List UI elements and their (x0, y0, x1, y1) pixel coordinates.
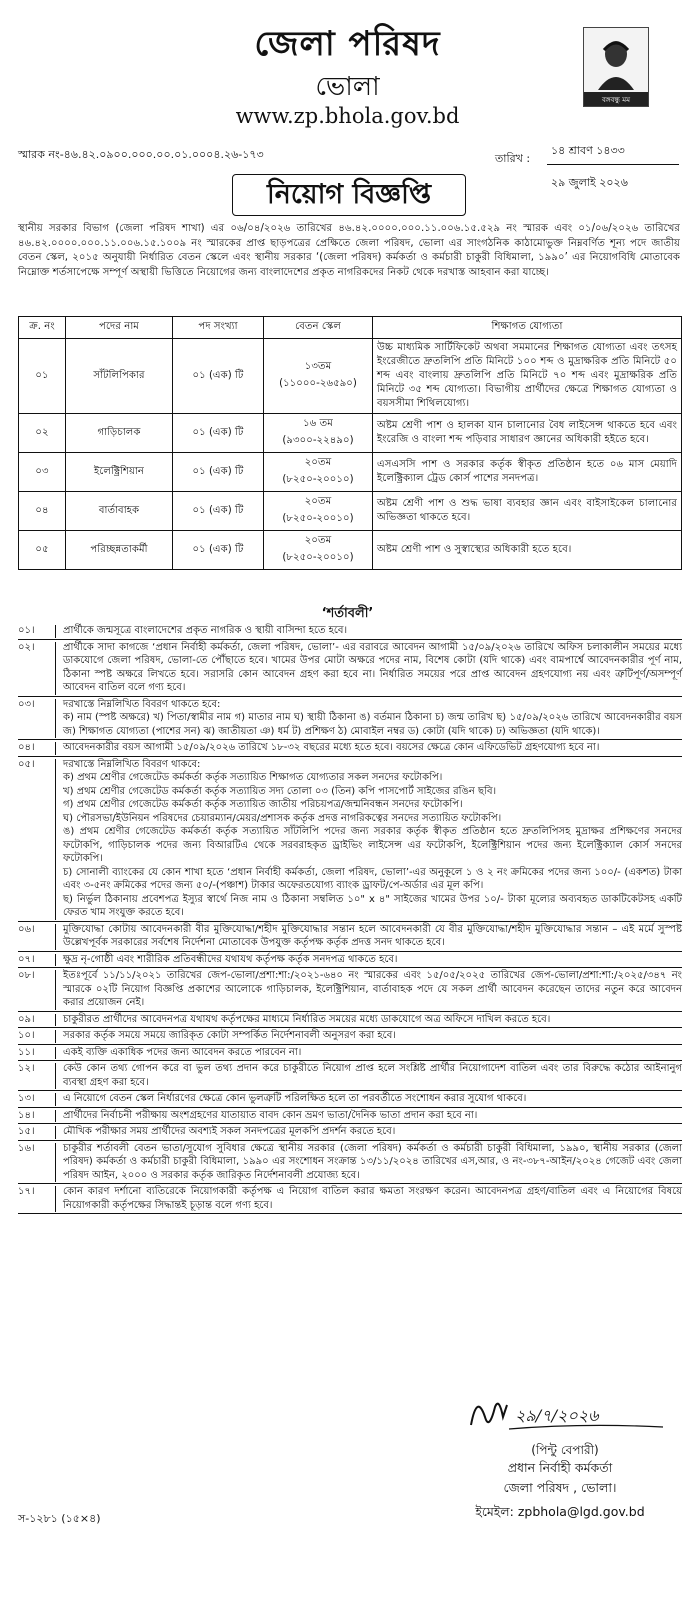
condition-item (18, 1045, 682, 1062)
grade-label: ২০তম (304, 496, 332, 507)
title-box (232, 174, 466, 216)
condition-number: ১২। (18, 1063, 35, 1074)
condition-divider (55, 742, 56, 755)
date-divider (547, 164, 679, 171)
district-name: ভোলা (315, 72, 380, 102)
condition-number: ০১। (18, 625, 35, 636)
signature-image (463, 1387, 673, 1437)
condition-divider (55, 954, 56, 967)
col-scale: বেতন স্কেল (264, 317, 373, 339)
condition-text: ঘ) পৌরসভা/ইউনিয়ন পরিষদের চেয়ারম্যান/মেয়র/প্রশাসক কর্তৃক প্রদত্ত নাগরিকত্বের সনদের সত্যায়িত ফটোকপি। (63, 812, 502, 824)
condition-divider (55, 1186, 56, 1212)
condition-item (18, 740, 682, 757)
condition-number: ১৫। (18, 1126, 35, 1137)
count-cell: ০১ (এক) টি (173, 531, 264, 570)
condition-divider (55, 924, 56, 950)
scale-cell (264, 453, 373, 492)
scale-range: (১১০০০-২৬৫৯০) (279, 378, 357, 389)
condition-text: এ নিয়োগে বেতন স্কেল নির্ধারণের ক্ষেত্রে কোন ভুলত্রুটি পরিলক্ষিত হলে তা পরবর্তীতে সংশোধন করার সুযোগ থাকবে। (63, 1093, 527, 1104)
condition-text: খ) প্রথম শ্রেণীর গেজেটেড কর্মকর্তা কর্তৃক সত্যায়িত সদ্য তোলা ০৩ (তিন) কপি পাসপোর্ট সাইজের রঙিন ছবি। (63, 785, 497, 797)
condition-divider (55, 699, 56, 739)
date-bangla: ১৪ শ্রাবণ ১৪৩৩ (551, 144, 625, 157)
table-header-row (19, 317, 682, 339)
qualification-cell: অষ্টম শ্রেণী পাশ ও সুস্বাস্থ্যের অধিকারী হতে হবে। (373, 531, 682, 570)
condition-number: ০৮। (18, 970, 35, 981)
condition-number: ০৩। (18, 698, 35, 710)
scale-range: (৯৩০০-২২৪৯০) (282, 435, 354, 446)
intro-paragraph: স্থানীয় সরকার বিভাগ (জেলা পরিষদ শাখা) এর ০৬/০৪/২০২৬ তারিখের ৪৬.৪২.০০০০.০০০.১১.০০৬.১৫.৫২৯ নং স্মারক এবং ০১/০৬/২০২৬ তারিখের ৪৬.৪২.০০০০.০০০.১১.০০৬.১৫.১০০৯ নং স্মারকের প্রাপ্ত ছাড়পত্রের প্রেক্ষিতে জেলা পরিষদ, ভোলা এর সাংগঠনিক কাঠামোভুক্ত নিম্নবর্ণিত শূন্য পদে জাতীয় বেতন স্কেল, ২০১৫ অনুযায়ী নির্ধারিত বেতন স্কেলে এবং স্থানীয় সরকার ‘(জেলা পরিষদ) কর্মকর্তা ও কর্মচারী চাকুরী বিধিমালা, ১৯৯০’ এর নিয়োগবিধি মোতাবেক নিম্নোক্ত শর্তসাপেক্ষে সম্পূর্ণ অস্থায়ী ভিত্তিতে নিয়োগের জন্য বাংলাদেশের প্রকৃত নাগরিকদের নিকট থেকে দরখাস্ত আহবান করা যাচ্ছে। (18, 223, 680, 278)
condition-number: ০৯। (18, 1013, 35, 1025)
condition-text: কেউ কোন তথ্য গোপন করে বা ভুল তথ্য প্রদান করে চাকুরীতে নিয়োগ প্রাপ্ত হলে সংশ্লিষ্ট প্রার্থীর নিয়োগাদেশ বাতিল এবং তার বিরুদ্ধে কঠোর আইনানুগ ব্যবস্থা গ্রহণ করা হবে। (63, 1063, 682, 1088)
table-row (19, 492, 682, 531)
condition-text: ঙ) প্রথম শ্রেণীর গেজেটেড কর্মকর্তা কর্তৃক সত্যায়িত সাঁটলিপি পদের জন্য সরকার কর্তৃক স্বীকৃত প্রতিষ্ঠান হতে দ্রুতলিপিসহ মুদ্রাক্ষর প্রশিক্ষণের সনদের ফটোকপি, গাড়িচালক পদের জন্য বিআরটিএ থেকে সরবরাহকৃত ড্রাইভিং লাইসেন্স এর ফটোকপি, ইলেক্ট্রিশিয়ান পদের জন্য ইলেক্ট্রিক্যাল কোর্স সনদের ফটোকপি। (63, 826, 682, 864)
count-cell: ০১ (এক) টি (173, 492, 264, 531)
email-address[interactable]: zpbhola@lgd.gov.bd (517, 1504, 645, 1519)
condition-divider (55, 1093, 56, 1106)
condition-item (18, 1184, 682, 1214)
condition-number: ১৭। (18, 1186, 35, 1197)
condition-item (18, 1028, 682, 1045)
condition-text: চাকুরীরত প্রার্থীদের আবেদনপত্র যথাযথ কর্তৃপক্ষের মাধ্যমে নির্ধারিত সময়ের মধ্যে ডাকযোগে অত্র অফিসে দাখিল করতে হবে। (63, 1013, 551, 1025)
condition-item (18, 952, 682, 969)
condition-text: দরখাস্তে নিম্নলিখিত বিবরণ থাকতে হবে: (63, 698, 221, 710)
post-cell: ইলেক্ট্রিশিয়ান (66, 453, 173, 492)
condition-number: ০৬। (18, 923, 35, 935)
date-english: ২৯ জুলাই ২০২৬ (551, 176, 628, 189)
scale-cell (264, 414, 373, 453)
condition-number: ১৬। (18, 1142, 35, 1154)
condition-item (18, 1012, 682, 1029)
condition-text: চাকুরীর শর্তাবলী বেতন ভাতা/সুযোগ সুবিধার ক্ষেত্রে স্থানীয় সরকার (জেলা পরিষদ) কর্মকর্তা ও কর্মচারী চাকুরী বিধিমালা, ১৯৯০, স্থানীয় সরকার (জেলা পরিষদ) কর্মকর্তা ও কর্মচারী চাকুরী বিধিমালা, ১৯৯০ এর সংশোধন সংক্রান্ত ১৩/১১/২০২৪ তারিখের এস,আর, ও নং-৩৮৭-আইন/২০২৪ গেজেট এবং জেলা পরিষদ আইন, ২০০০ ও সরকার কর্তৃক জারিকৃত নির্দেশনাবলী প্রযোজ্য হবে। (63, 1142, 682, 1181)
condition-number: ১৩। (18, 1093, 35, 1104)
condition-divider (55, 642, 56, 695)
portrait-caption: বঙ্গবন্ধু মম (602, 96, 630, 104)
col-post: পদের নাম (66, 317, 173, 339)
post-cell: সাঁটলিপিকার (66, 339, 173, 414)
condition-divider (55, 1030, 56, 1043)
condition-text: ক) প্রথম শ্রেণীর গেজেটেড কর্মকর্তা কর্তৃক সত্যায়িত শিক্ষাগত যোগ্যতার সকল সনদের ফটোকপি। (63, 772, 443, 783)
grade-label: ১৩তম (304, 361, 332, 372)
footer-code: স-১২৮১ (১৫×৪) (18, 1512, 101, 1525)
condition-text: চ) সোনালী ব্যাংকের যে কোন শাখা হতে ‘প্রধান নির্বাহী কর্মকর্তা, জেলা পরিষদ, ভোলা’-এর অনুকূলে ১ ও ২ নং ক্রমিকের পদের জন্য ১০০/- (একশত) টাকা এবং ৩-৫নং ক্রমিকের পদের জন্য ৫০/-(পঞ্চাশ) টাকার অফেরতযোগ্য ব্যাংক ড্রাফট/পে-অর্ডার এর মূল কপি। (63, 866, 682, 891)
condition-text: প্রার্থীদের নির্বাচনী পরীক্ষায় অংশগ্রহণের যাতায়াত বাবদ কোন ভ্রমণ ভাতা/দৈনিক ভাতা প্রদান করা হবে না। (63, 1109, 478, 1121)
scale-range: (৮২৫০-২০০১০) (282, 474, 354, 485)
condition-text: মুক্তিযোদ্ধা কোটায় আবেদনকারী বীর মুক্তিযোদ্ধা/শহীদ মুক্তিযোদ্ধার সন্তান হলে আবেদনকারী যে বীর মুক্তিযোদ্ধা/শহীদ মুক্তিযোদ্ধার সন্তান – এই মর্মে সুস্পষ্ট উল্লেখপূর্বক সরকারের সর্বশেষ নির্দেশনা মোতাবেক উপযুক্ত কর্তৃপক্ষ কর্তৃক প্রদত্ত সনদ থাকতে হবে। (63, 923, 682, 948)
condition-text: প্রার্থীকে সাদা কাগজে ‘প্রধান নির্বাহী কর্মকর্তা, জেলা পরিষদ, ভোলা’- এর বরাবরে আবেদন আগামী ১৫/০৯/২০২৬ তারিখে অফিস চলাকালীন সময়ের মধ্যে ডাকযোগে জেলা পরিষদ, ভোলা-তে পৌঁছাতে হবে। খামের উপর মোটা অক্ষরে পদের নাম, বিশেষ কোটা (যদি থাকে) এবং বামপার্শ্বে আবেদনকারীর পূর্ণ নাম, ঠিকানা স্পষ্ট অক্ষরে লিখতে হবে। সরাসরি কোন আবেদন গ্রহণ করা হবে না। নির্ধারিত সময়ের পরে প্রাপ্ত আবেদন গ্রহণযোগ্য নয় এবং ত্রুটিপূর্ণ/অসম্পূর্ণ আবেদন বাতিল বলে গণ্য হবে। (63, 641, 682, 693)
signatory-name: (পিন্টু বেপারী) (531, 1443, 599, 1457)
condition-item (18, 1141, 682, 1185)
condition-item (18, 697, 682, 741)
scale-cell (264, 531, 373, 570)
count-cell: ০১ (এক) টি (173, 414, 264, 453)
grade-label: ২০তম (304, 535, 332, 546)
post-cell: পরিচ্ছন্নতাকর্মী (66, 531, 173, 570)
org-name: জেলা পরিষদ (254, 24, 441, 64)
condition-number: ০২। (18, 641, 35, 653)
condition-item (18, 1091, 682, 1108)
terms-heading: ‘শর্তাবলী’ (321, 606, 374, 621)
condition-divider (55, 1110, 56, 1123)
qualification-cell: অষ্টম শ্রেণী পাশ ও হালকা যান চালানোর বৈধ লাইসেন্স থাকতে হবে এবং ইংরেজি ও বাংলা শব্দ পড়িবার সাধারণ জ্ঞানের অধিকারী হইতে হবে। (373, 414, 682, 453)
condition-text: ক) নাম (স্পষ্ট অক্ষরে) খ) পিতা/স্বামীর নাম গ) মাতার নাম ঘ) স্থায়ী ঠিকানা ঙ) বর্তমান ঠিকানা চ) জন্ম তারিখ ছ) ১৫/০৯/২০২৬ তারিখে আবেদনকারীর বয়স জ) শিক্ষাগত যোগ্যতা (পাশের সন) ঝ) জাতীয়তা ঞ) ধর্ম ট) প্রশিক্ষণ ঠ) মোবাইল নম্বর ড) কোটা (যদি থাকে) ঢ) অভিজ্ঞতা (যদি থাকে)। (63, 712, 682, 737)
email-line (430, 1504, 690, 1524)
post-cell: বার্তাবাহক (66, 492, 173, 531)
condition-number: ১০। (18, 1030, 35, 1041)
condition-text: কোন কারণ দর্শানো ব্যতিরেকে নিয়োগকারী কর্তৃপক্ষ এ নিয়োগ বাতিল করার ক্ষমতা সংরক্ষণ করেন। আবেদনপত্র গ্রহণ/বাতিল এবং এ নিয়োগের বিষয়ে নিয়োগকারী কর্তৃপক্ষের সিদ্ধান্তই চূড়ান্ত বলে গণ্য হবে। (63, 1186, 682, 1211)
date-block (543, 139, 683, 196)
posts-table (18, 316, 682, 570)
email-label: ইমেইল: (475, 1504, 514, 1519)
serial-cell: ০২ (19, 414, 66, 453)
condition-number: ১৪। (18, 1109, 35, 1121)
count-cell: ০১ (এক) টি (173, 453, 264, 492)
condition-text: গ) প্রথম শ্রেণীর গেজেটেড কর্মকর্তা কর্তৃক সত্যায়িত জাতীয় পরিচয়পত্র/জন্মনিবন্ধন সনদের ফটোকপি। (63, 799, 463, 810)
table-row (19, 414, 682, 453)
table-row (19, 453, 682, 492)
col-serial: ক্র. নং (19, 317, 66, 339)
condition-text: সরকার কর্তৃক সময়ে সময়ে জারিকৃত কোটা সম্পর্কিত নির্দেশনাবলী অনুসরণ করা হবে। (63, 1030, 396, 1041)
condition-divider (55, 1126, 56, 1139)
condition-text: ইতঃপূর্বে ১১/১১/২০২১ তারিখের জেপ-ভোলা/প্রশা:শা:/২০২১-৬৪০ নং স্মারকের এবং ১৫/০৫/২০২৫ তারিখের জেপ-ভোলা/প্রশা:শা:/২০২৫/৩৪৭ নং স্মারকে ০২টি নিয়োগ বিজ্ঞপ্তি প্রকাশের আলোকে গাড়িচালক, ইলেক্ট্রিশিয়ান, বার্তাবাহক পদে যে সকল প্রার্থী আবেদন করেছেন তাদের নতুন করে আবেদন করার প্রয়োজন নেই। (63, 970, 682, 1008)
condition-number: ০৫। (18, 758, 35, 770)
condition-item (18, 1061, 682, 1091)
condition-divider (55, 759, 56, 920)
signatory-office: জেলা পরিষদ , ভোলা। (503, 1480, 617, 1495)
qualification-cell: অষ্টম শ্রেণী পাশ ও শুদ্ধ ভাষা ব্যবহার জ্ঞান এবং বাইসাইকেল চালানোর অভিজ্ঞতা থাকতে হবে। (373, 492, 682, 531)
condition-number: ০৪। (18, 742, 35, 753)
condition-divider (55, 1063, 56, 1089)
serial-cell: ০৫ (19, 531, 66, 570)
condition-divider (55, 1047, 56, 1060)
serial-cell: ০১ (19, 339, 66, 414)
condition-text: দরখাস্তে নিম্নলিখিত বিবরণ থাকবে: (63, 758, 201, 770)
scale-cell (264, 492, 373, 531)
table-row (19, 531, 682, 570)
table-row (19, 339, 682, 414)
condition-divider (55, 1014, 56, 1027)
conditions-list (18, 623, 682, 1214)
post-cell: গাড়িচালক (66, 414, 173, 453)
condition-number: ১১। (18, 1046, 35, 1058)
condition-item (18, 757, 682, 922)
serial-cell: ০৪ (19, 492, 66, 531)
col-qualification: শিক্ষাগত যোগ্যতা (373, 317, 682, 339)
condition-text: একই ব্যক্তি একাধিক পদের জন্য আবেদন করতে পারবেন না। (63, 1046, 302, 1058)
grade-label: ১৬ তম (303, 418, 333, 429)
condition-divider (55, 625, 56, 638)
qualification-cell: এসএসসি পাশ ও সরকার কর্তৃক স্বীকৃত প্রতিষ্ঠান হতে ০৬ মাস মেয়াদি ইলেক্ট্রিক্যাল ট্রেড কোর্স পাশের সনদপত্র। (373, 453, 682, 492)
count-cell: ০১ (এক) টি (173, 339, 264, 414)
condition-item (18, 1108, 682, 1125)
qualification-cell: উচ্চ মাধ্যমিক সার্টিফিকেট অথবা সমমানের শিক্ষাগত যোগ্যতা এবং তৎসহ ইংরেজীতে দ্রুতলিপি প্রতি মিনিটে ১০০ শব্দ ও মুদ্রাক্ষরিক প্রতি মিনিটে ৫০ শব্দ এবং বাংলায় দ্রুতলিপি প্রতি মিনিটে ৭০ শব্দ এবং মুদ্রাক্ষরিক প্রতি মিনিটে ৩৫ শব্দ যোগ্যতা। বিভাগীয় প্রার্থীদের ক্ষেত্রে শিক্ষাগত যোগ্যতা ও বয়সসীমা শিথিলযোগ্য। (373, 339, 682, 414)
condition-item (18, 1124, 682, 1141)
portrait-logo (583, 27, 649, 107)
scale-range: (৮২৫০-২০০১০) (282, 552, 354, 563)
scale-range: (৮২৫০-২০০১০) (282, 513, 354, 524)
website-link[interactable]: www.zp.bhola.gov.bd (235, 104, 460, 128)
condition-text: ক্ষুদ্র নৃ-গোষ্ঠী এবং শারীরিক প্রতিবন্ধীদের যথাযথ কর্তৃপক্ষ কর্তৃক সনদপত্র থাকতে হবে। (63, 953, 398, 965)
serial-cell: ০৩ (19, 453, 66, 492)
condition-divider (55, 1143, 56, 1183)
scale-cell (264, 339, 373, 414)
memo-number: স্মারক নং-৪৬.৪২.০৯০০.০০০.০০.০১.০০০৪.২৬-১৭৩ (18, 148, 264, 161)
condition-text: প্রার্থীকে জন্মসূত্রে বাংলাদেশের প্রকৃত নাগরিক ও স্থায়ী বাসিন্দা হতে হবে। (63, 625, 348, 636)
date-label: তারিখ : (495, 152, 531, 165)
grade-label: ২০তম (304, 457, 332, 468)
signatory-designation: প্রধান নির্বাহী কর্মকর্তা (507, 1460, 613, 1475)
signature-date: ২৯/৭/২০২৬ (515, 1406, 599, 1425)
condition-text: মৌখিক পরীক্ষার সময় প্রার্থীদের অবশ্যই সকল সনদপত্রের মূলকপি প্রদর্শন করতে হবে। (63, 1126, 396, 1137)
condition-divider (55, 970, 56, 1010)
condition-item (18, 922, 682, 952)
circular-title: নিয়োগ বিজ্ঞপ্তি (266, 179, 432, 210)
condition-number: ০৭। (18, 953, 35, 965)
condition-text: ছ) নির্ভুল ঠিকানায় প্রবেশপত্র ইস্যুর স্বার্থে নিজ নাম ও ঠিকানা সম্বলিত ১০" x ৪" সাইজের খামের উপর ১০/- টাকা মূল্যের অব্যবহৃত ডাকটিকেটসহ একটি ফেরত খাম সংযুক্ত করতে হবে। (63, 893, 682, 918)
condition-item (18, 623, 682, 640)
condition-item (18, 968, 682, 1012)
condition-item (18, 640, 682, 697)
condition-text: আবেদনকারীর বয়স আগামী ১৫/০৯/২০২৬ তারিখে ১৮-৩২ বছরের মধ্যে হতে হবে। বয়সের ক্ষেত্রে কোন এফিডেভিট গ্রহণযোগ্য হবে না। (63, 742, 600, 753)
col-count: পদ সংখ্যা (173, 317, 264, 339)
